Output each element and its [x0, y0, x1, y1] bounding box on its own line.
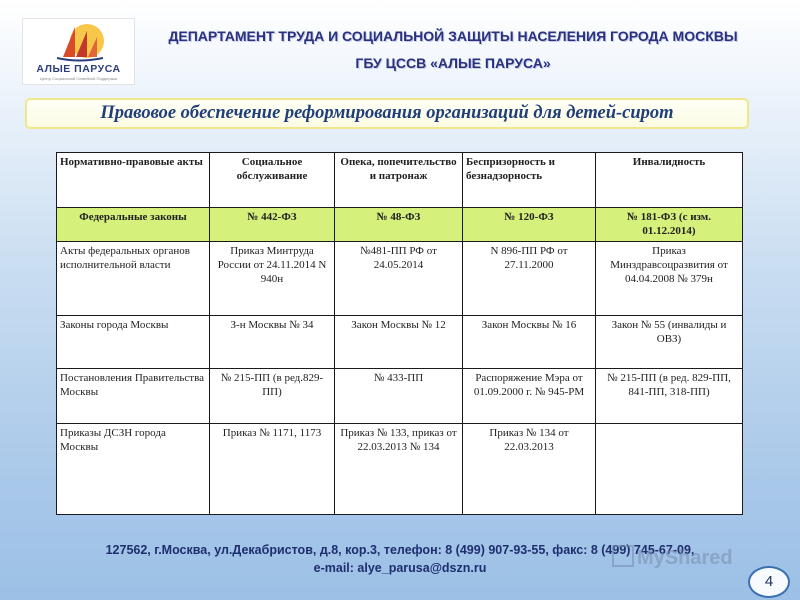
footer-address: 127562, г.Москва, ул.Декабристов, д.8, кор.3, телефон: 8 (499) 907-93-55, факс: 8 (499) 745-67-09,: [105, 543, 695, 557]
logo-name: АЛЫЕ ПАРУСА: [36, 63, 121, 75]
table-row: [57, 242, 743, 316]
table-header-row: [57, 153, 743, 208]
cell-homelessness: Распоряжение Мэра от 01.09.2000 г. № 945-РМ: [463, 369, 596, 424]
header-cell-guardianship: Опека, попечительство и патронаж: [335, 153, 463, 208]
watermark-text: MyShared: [637, 547, 733, 569]
federal-law-social: № 442-ФЗ: [210, 208, 335, 242]
row-label: Законы города Москвы: [57, 316, 210, 369]
header-cell-social-service: Социальное обслуживание: [210, 153, 335, 208]
federal-laws-label: Федеральные законы: [57, 208, 210, 242]
cell-social: Приказ Минтруда России от 24.11.2014 N 940н: [210, 242, 335, 316]
cell-social: Приказ № 1171, 1173: [210, 424, 335, 515]
table-row: [57, 424, 743, 515]
header-cell-acts: Нормативно-правовые акты: [57, 153, 210, 208]
page-number-badge: 4: [748, 566, 790, 598]
cell-social: № 215-ПП (в ред.829-ПП): [210, 369, 335, 424]
cell-homelessness: N 896-ПП РФ от 27.11.2000: [463, 242, 596, 316]
cell-homelessness: Закон Москвы № 16: [463, 316, 596, 369]
organization-title: ГБУ ЦССВ «АЛЫЕ ПАРУСА»: [355, 55, 551, 71]
cell-homelessness: Приказ № 134 от 22.03.2013: [463, 424, 596, 515]
cell-guardianship: № 433-ПП: [335, 369, 463, 424]
table-row: [57, 316, 743, 369]
cell-disability: Приказ Минздравсоцразвития от 04.04.2008 № 379н: [596, 242, 743, 316]
federal-laws-row: [57, 208, 743, 242]
table-row: [57, 369, 743, 424]
row-label: Постановления Правительства Москвы: [57, 369, 210, 424]
federal-law-homelessness: № 120-ФЗ: [463, 208, 596, 242]
watermark-icon: [612, 545, 634, 567]
cell-disability: Закон № 55 (инвалиды и ОВЗ): [596, 316, 743, 369]
federal-law-guardianship: № 48-ФЗ: [335, 208, 463, 242]
row-label: Акты федеральных органов исполнительной власти: [57, 242, 210, 316]
logo-subtitle: Центр Социальной Семейной Поддержки: [39, 76, 118, 81]
logo: [22, 18, 135, 85]
row-label: Приказы ДСЗН города Москвы: [57, 424, 210, 515]
cell-social: З-н Москвы № 34: [210, 316, 335, 369]
federal-law-disability: № 181-ФЗ (с изм. 01.12.2014): [596, 208, 743, 242]
cell-disability: [596, 424, 743, 515]
sails-icon: [51, 21, 107, 63]
watermark: [612, 545, 733, 570]
legal-acts-table: [56, 152, 743, 515]
slide-title-banner: Правовое обеспечение реформирования организаций для детей-сирот: [25, 98, 749, 129]
cell-guardianship: Приказ № 133, приказ от 22.03.2013 № 134: [335, 424, 463, 515]
cell-guardianship: Закон Москвы № 12: [335, 316, 463, 369]
cell-disability: № 215-ПП (в ред. 829-ПП, 841-ПП, 318-ПП): [596, 369, 743, 424]
cell-guardianship: №481-ПП РФ от 24.05.2014: [335, 242, 463, 316]
footer-email: e-mail: alye_parusa@dszn.ru: [313, 561, 487, 575]
header-cell-disability: Инвалидность: [596, 153, 743, 208]
header-cell-homelessness: Беспризорность и безнадзорность: [463, 153, 596, 208]
department-title: ДЕПАРТАМЕНТ ТРУДА И СОЦИАЛЬНОЙ ЗАЩИТЫ НАСЕЛЕНИЯ ГОРОДА МОСКВЫ: [168, 28, 738, 44]
